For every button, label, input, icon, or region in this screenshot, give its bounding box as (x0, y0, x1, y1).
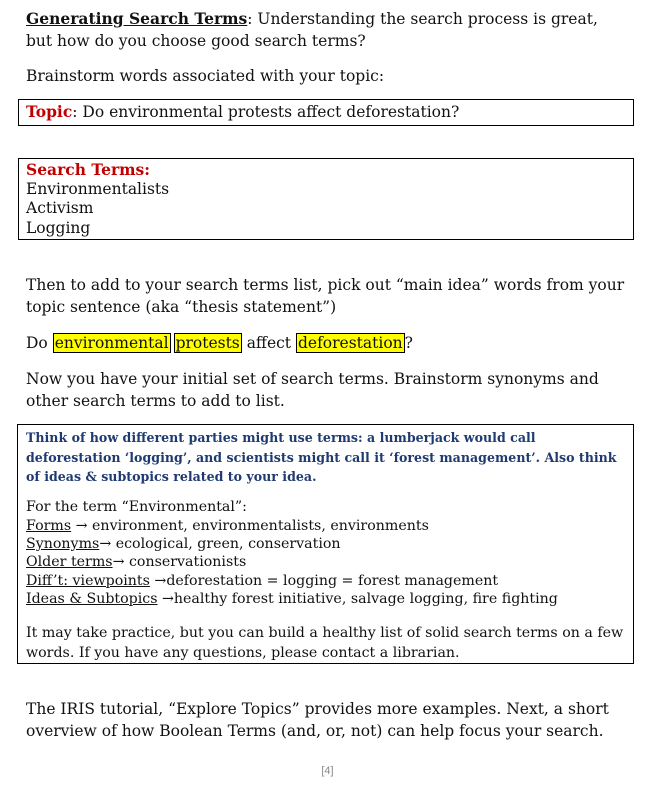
search-terms-box (18, 158, 634, 240)
search-term-item: Activism (26, 199, 94, 217)
term-row (26, 590, 626, 608)
sentence-end: ? (404, 334, 413, 352)
term-row-text: →deforestation = logging = forest management (149, 572, 499, 589)
term-row (26, 517, 626, 535)
term-row-text: →healthy forest initiative, salvage logging, fire fighting (157, 591, 558, 608)
topic-line (26, 101, 626, 123)
highlight-word: protests (175, 334, 240, 352)
highlight-sentence (26, 332, 626, 354)
term-row (26, 535, 626, 553)
tips-blue-text: Think of how different parties might use terms: a lumberjack would call deforestation ‘logging’, and scientists might call it ‘forest management’. Also think of ideas & subtopics related to your idea. (26, 430, 617, 484)
topic-colon: : (72, 103, 78, 121)
search-terms-label: Search Terms: (26, 160, 150, 179)
practice-text: It may take practice, but you can build a healthy list of solid search terms on a few words. If you have any questions, please contact a librarian. (26, 625, 624, 661)
search-term-item: Logging (26, 218, 91, 237)
page-number: [4] (321, 765, 334, 777)
term-row-label: Forms (26, 517, 72, 534)
term-row-label: Older terms (26, 554, 113, 571)
topic-label: Topic (26, 102, 73, 121)
sentence-mid: affect (241, 334, 296, 352)
search-term-item: Environmentalists (26, 179, 170, 198)
brainstorm-text: Brainstorm words associated with your topic: (26, 67, 385, 85)
term-row-text: → ecological, green, conservation (99, 535, 341, 552)
term-row (26, 572, 626, 590)
iris-paragraph: The IRIS tutorial, “Explore Topics” provides more examples. Next, a short overview of how Boolean Terms (and, or, not) can help focus your search. (26, 700, 609, 740)
tips-box (17, 424, 634, 664)
intro-paragraph (26, 8, 626, 52)
intro-text: : Understanding the search process is great, but how do you choose good search terms? (26, 10, 598, 50)
highlight-word: deforestation (297, 334, 403, 352)
term-row-label: Synonyms (26, 535, 100, 552)
now-paragraph: Now you have your initial set of search terms. Brainstorm synonyms and other search terms to add to list. (26, 370, 599, 410)
term-row-text: → environment, environmentalists, environments (71, 517, 429, 534)
topic-text: Do environmental protests affect deforestation? (77, 103, 460, 121)
term-row-label: Ideas & Subtopics (26, 591, 158, 608)
for-term-text: For the term “Environmental”: (26, 499, 247, 515)
term-row-text: → conservationists (112, 554, 247, 571)
intro-heading: Generating Search Terms (26, 9, 248, 28)
term-row-label: Diff’t: viewpoints (26, 572, 150, 589)
sentence-pre: Do (26, 334, 53, 352)
topic-box (18, 99, 634, 126)
main-idea-paragraph: Then to add to your search terms list, pick out “main idea” words from your topic sentence (aka “thesis statement”) (26, 276, 625, 316)
term-row (26, 553, 626, 571)
highlight-word: environmental (54, 334, 169, 352)
